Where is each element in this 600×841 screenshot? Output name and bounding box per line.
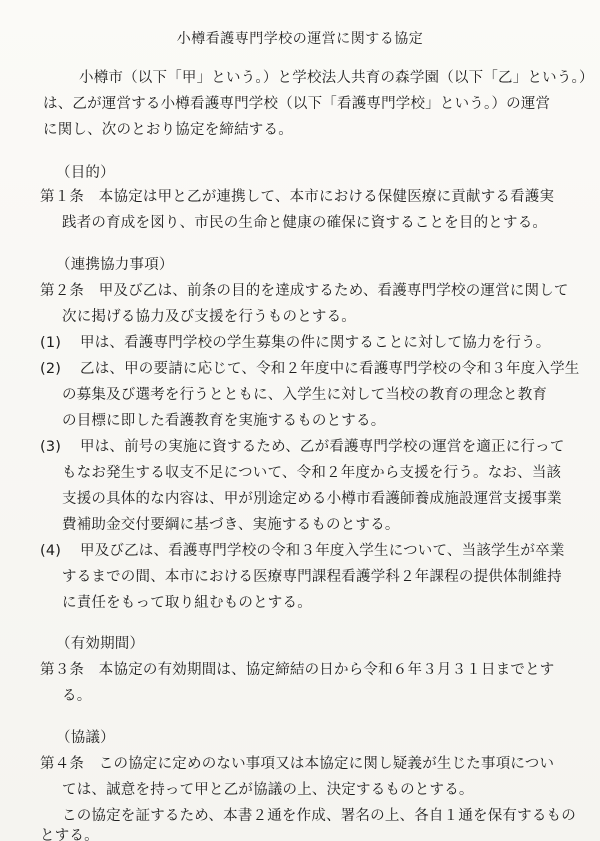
item4-line-1: 甲及び乙は、看護専門学校の令和３年度入学生について、当該学生が卒業 <box>80 543 565 559</box>
article3-heading: （有効期間） <box>56 636 145 652</box>
item3-line-1: 甲は、前号の実施に資するため、乙が看護専門学校の運営を適正に行って <box>80 439 565 455</box>
item1-line-1: 甲は、看護専門学校の学生募集の件に関することに対して協力を行う。 <box>80 335 551 351</box>
article1-heading: （目的） <box>56 165 115 181</box>
article4-line-1: 第４条 この協定に定めのない事項又は本協定に関し疑義が生じた事項につい <box>40 756 555 772</box>
item2-number: (2) <box>40 361 62 377</box>
item3-number: (3) <box>40 439 62 455</box>
intro-line-1: 小樽市（以下「甲」という。）と学校法人共育の森学園（以下「乙」という。） <box>79 70 594 86</box>
closing-line-1: この協定を証するため、本書２通を作成、署名の上、各自１通を保有するもの <box>62 808 576 824</box>
item3-line-3: 支援の具体的な内容は、甲が別途定める小樽市看護師養成施設運営支援事業 <box>62 491 562 507</box>
article2-heading: （連携協力事項） <box>56 257 174 273</box>
article1-line-2: 践者の育成を図り、市民の生命と健康の確保に資することを目的とする。 <box>62 215 548 231</box>
article1-line-1: 第１条 本協定は甲と乙が連携して、本市における保健医療に貢献する看護実 <box>40 189 555 205</box>
item4-line-2: するまでの間、本市における医療専門課程看護学科２年課程の提供体制維持 <box>62 569 562 585</box>
article3-line-2: る。 <box>62 688 92 704</box>
item2-line-3: の目標に即した看護教育を実施するものとする。 <box>62 413 386 429</box>
closing-line-2: とする。 <box>40 828 99 841</box>
item3-line-2: もなお発生する収支不足について、令和２年度から支援を行う。なお、当該 <box>62 465 562 481</box>
item4-line-3: に責任をもって取り組むものとする。 <box>62 595 312 611</box>
article4-heading: （協議） <box>56 730 115 746</box>
item3-line-4: 費補助金交付要綱に基づき、実施するものとする。 <box>62 517 400 533</box>
item1-number: (1) <box>40 335 62 351</box>
document-title: 小樽看護専門学校の運営に関する協定 <box>176 31 424 47</box>
article4-line-2: ては、誠意を持って甲と乙が協議の上、決定するものとする。 <box>62 782 474 798</box>
intro-line-2: は、乙が運営する小樽看護専門学校（以下「看護専門学校」という。）の運営 <box>43 96 551 112</box>
item4-number: (4) <box>40 543 62 559</box>
item2-line-1: 乙は、甲の要請に応じて、令和２年度中に看護専門学校の令和３年度入学生 <box>80 361 580 377</box>
item2-line-2: の募集及び選考を行うとともに、入学生に対して当校の教育の理念と教育 <box>62 387 548 403</box>
article2-line-2: 次に掲げる協力及び支援を行うものとする。 <box>62 309 356 325</box>
article2-line-1: 第２条 甲及び乙は、前条の目的を達成するため、看護専門学校の運営に関して <box>40 283 569 299</box>
article3-line-1: 第３条 本協定の有効期間は、協定締結の日から令和６年３月３１日までとす <box>40 662 555 678</box>
intro-line-3: に関し、次のとおり協定を締結する。 <box>43 122 293 138</box>
